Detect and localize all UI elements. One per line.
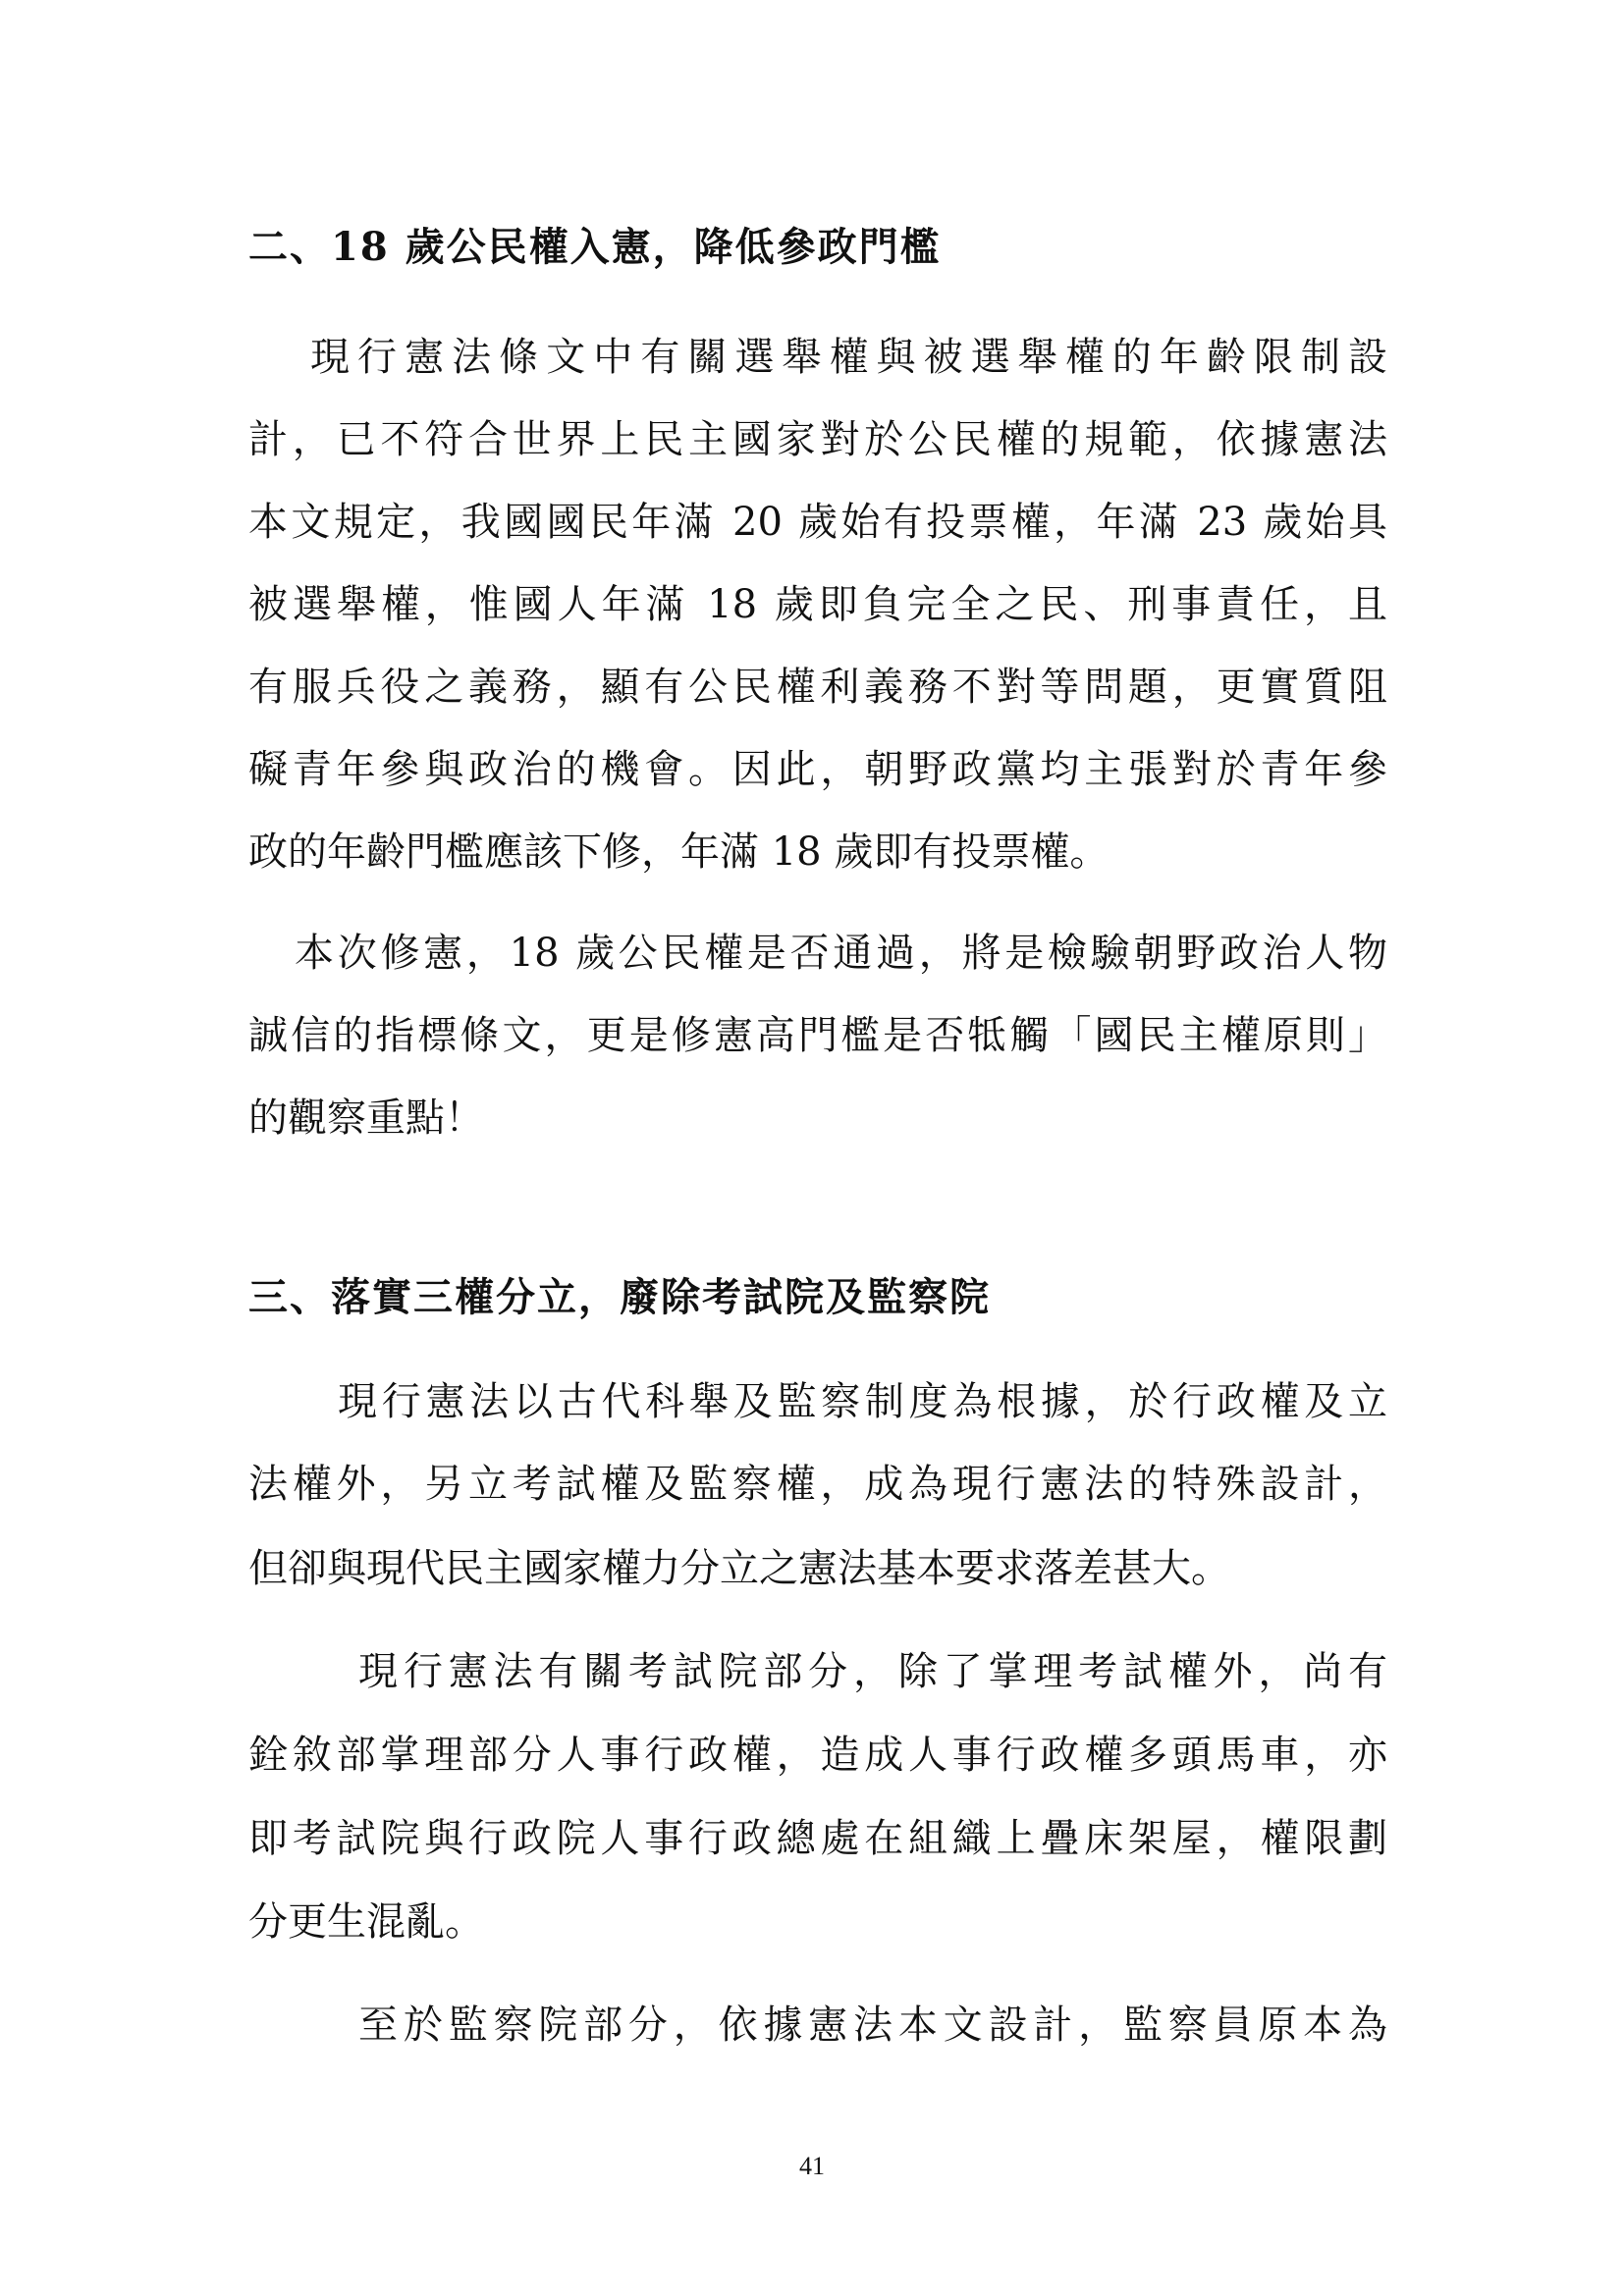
paragraph-line: 的觀察重點！ (248, 1095, 484, 1141)
paragraph-line: 法權外，另立考試權及監察權，成為現行憲法的特殊設計， (248, 1462, 1387, 1507)
paragraph-line: 被選舉權，惟國人年滿 18 歲即負完全之民、刑事責任，且 (248, 582, 1387, 627)
paragraph-line: 本文規定，我國國民年滿 20 歲始有投票權，年滿 23 歲始具 (248, 500, 1387, 545)
paragraph-line: 有服兵役之義務，顯有公民權利義務不對等問題，更實質阻 (248, 665, 1387, 710)
paragraph-line: 計，已不符合世界上民主國家對於公民權的規範，依據憲法 (248, 417, 1387, 462)
paragraph-line: 但卻與現代民主國家權力分立之憲法基本要求落差甚大。 (248, 1546, 1230, 1591)
section-heading-3: 三、落實三權分立，廢除考試院及監察院 (248, 1274, 991, 1320)
paragraph-line: 礙青年參與政治的機會。因此，朝野政黨均主張對於青年參 (248, 747, 1387, 792)
section-heading-2: 二、18 歲公民權入憲，降低參政門檻 (248, 224, 942, 270)
paragraph-line: 即考試院與行政院人事行政總處在組織上疊床架屋，權限劃 (248, 1816, 1387, 1861)
paragraph-line: 現行憲法有關考試院部分，除了掌理考試權外，尚有 (358, 1649, 1387, 1694)
paragraph-line: 銓敘部掌理部分人事行政權，造成人事行政權多頭馬車，亦 (248, 1733, 1387, 1778)
paragraph-line: 現行憲法條文中有關選舉權與被選舉權的年齡限制設 (310, 335, 1387, 380)
paragraph-line: 現行憲法以古代科舉及監察制度為根據，於行政權及立 (338, 1379, 1387, 1424)
paragraph-line: 分更生混亂。 (248, 1899, 484, 1945)
page-number: 41 (799, 2152, 825, 2180)
paragraph-line: 政的年齡門檻應該下修，年滿 18 歲即有投票權。 (248, 829, 1110, 875)
paragraph-line: 本次修憲，18 歲公民權是否通過，將是檢驗朝野政治人物 (295, 931, 1387, 976)
paragraph-line: 誠信的指標條文，更是修憲高門檻是否牴觸「國民主權原則」 (248, 1013, 1387, 1058)
paragraph-line: 至於監察院部分，依據憲法本文設計，監察員原本為 (358, 2002, 1387, 2048)
